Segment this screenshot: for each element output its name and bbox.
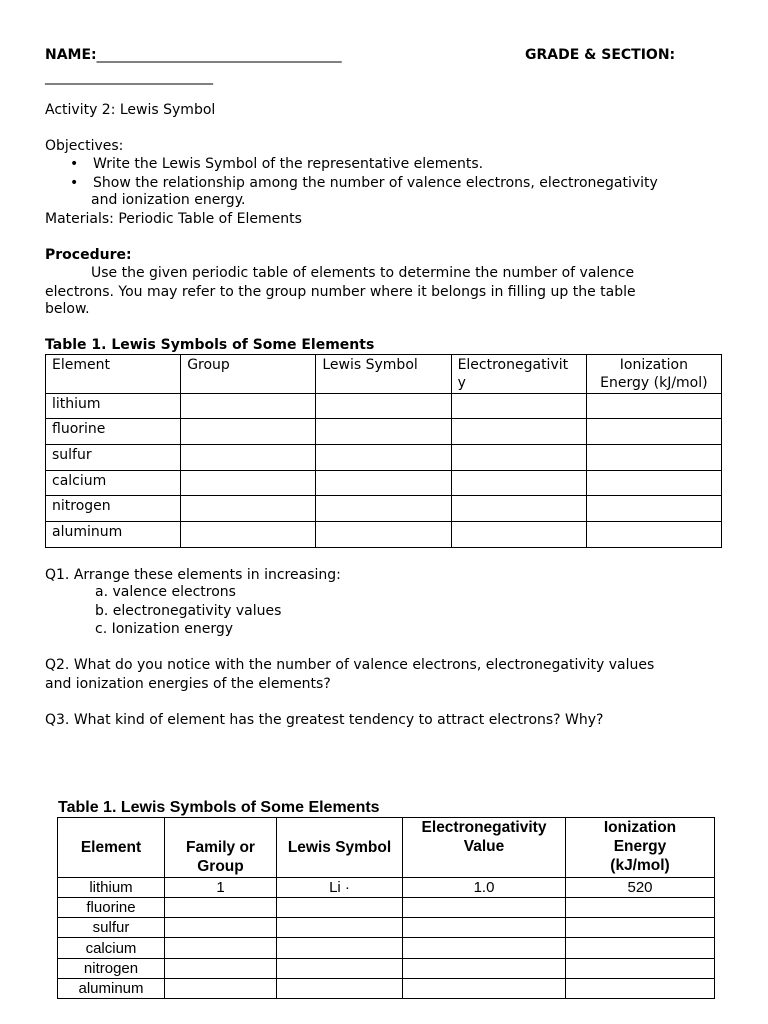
- lewis-cell: [277, 938, 403, 959]
- group-cell: [165, 898, 277, 918]
- ionization-cell[interactable]: [586, 471, 721, 496]
- lewis-cell: [277, 898, 403, 918]
- header-family-line2: Group: [197, 858, 244, 875]
- question-3: Q3. What kind of element has the greatest tendency to attract electrons? Why?: [45, 712, 604, 728]
- element-cell: sulfur: [58, 918, 165, 938]
- ionization-cell[interactable]: [586, 496, 721, 522]
- name-label: [45, 46, 342, 64]
- table-row: [58, 878, 715, 898]
- group-cell[interactable]: [181, 419, 316, 445]
- header-lewis-symbol: Lewis Symbol: [316, 355, 451, 394]
- lewis-cell[interactable]: [316, 445, 451, 471]
- header-family-group: [165, 818, 277, 878]
- header-lewis-symbol: Lewis Symbol: [277, 818, 403, 878]
- name-label-text: NAME:: [45, 47, 97, 63]
- element-cell: nitrogen: [58, 959, 165, 979]
- group-cell: 1: [165, 878, 277, 898]
- header-en-line1: Electronegativity: [421, 819, 547, 836]
- electronegativity-cell: [403, 959, 566, 979]
- element-cell: fluorine: [46, 419, 181, 445]
- lewis-cell: Li ·: [277, 878, 403, 898]
- group-cell: [165, 918, 277, 938]
- element-cell: lithium: [46, 394, 181, 419]
- ionization-cell: [566, 938, 715, 959]
- table-row: [46, 419, 722, 445]
- question-1-item: b. electronegativity values: [95, 603, 282, 619]
- element-cell: aluminum: [46, 522, 181, 548]
- table1-title: Table 1. Lewis Symbols of Some Elements: [45, 337, 375, 353]
- table-header-row: [58, 818, 715, 878]
- procedure-text: Use the given periodic table of elements to determine the number of valence: [91, 265, 635, 281]
- question-1-item: a. valence electrons: [95, 584, 236, 600]
- group-cell[interactable]: [181, 445, 316, 471]
- ionization-cell: [566, 918, 715, 938]
- ionization-cell: [566, 959, 715, 979]
- answer-key-table: [57, 817, 715, 999]
- electronegativity-cell[interactable]: [451, 471, 586, 496]
- table-header-row: [46, 355, 722, 394]
- table-row: [58, 918, 715, 938]
- table-row: [46, 496, 722, 522]
- table-row: [58, 898, 715, 918]
- electronegativity-cell: [403, 979, 566, 999]
- question-2-line1: Q2. What do you notice with the number of valence electrons, electronegativity values: [45, 657, 655, 673]
- table-row: [58, 959, 715, 979]
- header-ionization-energy: [586, 355, 721, 394]
- element-cell: nitrogen: [46, 496, 181, 522]
- grade-section-label: GRADE & SECTION:: [525, 47, 676, 63]
- question-1: Q1. Arrange these elements in increasing:: [45, 567, 341, 583]
- objective-item-continued: and ionization energy.: [91, 192, 246, 208]
- group-cell[interactable]: [181, 394, 316, 419]
- lewis-cell: [277, 918, 403, 938]
- element-cell: calcium: [58, 938, 165, 959]
- lewis-cell[interactable]: [316, 522, 451, 548]
- table-row: [46, 522, 722, 548]
- lewis-symbols-table: [45, 354, 722, 548]
- header-element: Element: [58, 818, 165, 878]
- electronegativity-cell: 1.0: [403, 878, 566, 898]
- electronegativity-cell[interactable]: [451, 522, 586, 548]
- header-ie-line1: Ionization: [603, 819, 677, 836]
- name-blank-line[interactable]: ___________________________________: [96, 47, 342, 63]
- procedure-label: Procedure:: [45, 247, 132, 263]
- group-cell[interactable]: [181, 496, 316, 522]
- group-cell: [165, 938, 277, 959]
- ionization-cell: [566, 898, 715, 918]
- group-cell: [165, 959, 277, 979]
- table-row: [46, 394, 722, 419]
- question-1-item: c. Ionization energy: [95, 621, 234, 637]
- question-2-line2: and ionization energies of the elements?: [45, 676, 331, 692]
- lewis-cell[interactable]: [316, 394, 451, 419]
- lewis-cell[interactable]: [316, 496, 451, 522]
- lewis-cell: [277, 979, 403, 999]
- element-cell: calcium: [46, 471, 181, 496]
- procedure-text: below.: [45, 301, 90, 317]
- electronegativity-cell[interactable]: [451, 419, 586, 445]
- header-ionization-line1: Ionization: [619, 357, 688, 373]
- header-electronegativity-line2: y: [457, 375, 466, 391]
- electronegativity-cell: [403, 918, 566, 938]
- element-cell: fluorine: [58, 898, 165, 918]
- materials-line: Materials: Periodic Table of Elements: [45, 211, 302, 227]
- header-family-line1: Family or: [186, 839, 255, 856]
- header-electronegativity-line1: Electronegativit: [457, 357, 569, 373]
- header-ie-line3: (kJ/mol): [610, 857, 670, 874]
- ionization-cell[interactable]: [586, 522, 721, 548]
- electronegativity-cell: [403, 898, 566, 918]
- bullet-icon: •: [70, 175, 79, 191]
- lewis-cell: [277, 959, 403, 979]
- ionization-cell[interactable]: [586, 419, 721, 445]
- element-cell: sulfur: [46, 445, 181, 471]
- objectives-label: Objectives:: [45, 138, 124, 154]
- table-row: [46, 471, 722, 496]
- header-group: Group: [181, 355, 316, 394]
- objective-item: Write the Lewis Symbol of the representative elements.: [93, 156, 484, 172]
- electronegativity-cell[interactable]: [451, 445, 586, 471]
- header-ie-line2: Energy: [613, 838, 667, 855]
- group-cell[interactable]: [181, 471, 316, 496]
- electronegativity-cell: [403, 938, 566, 959]
- electronegativity-cell[interactable]: [451, 394, 586, 419]
- element-cell: lithium: [58, 878, 165, 898]
- ionization-cell[interactable]: [586, 394, 721, 419]
- ionization-cell[interactable]: [586, 445, 721, 471]
- table2-title: Table 1. Lewis Symbols of Some Elements: [58, 799, 380, 816]
- objective-item: Show the relationship among the number of valence electrons, electronegativity: [93, 175, 658, 191]
- element-cell: aluminum: [58, 979, 165, 999]
- bullet-icon: •: [70, 156, 79, 172]
- header-electronegativity: [403, 818, 566, 878]
- header-element: Element: [46, 355, 181, 394]
- table-row: [58, 979, 715, 999]
- header-electronegativity: [451, 355, 586, 394]
- grade-section-blank-line[interactable]: ________________________: [45, 69, 213, 85]
- ionization-cell: 520: [566, 878, 715, 898]
- electronegativity-cell[interactable]: [451, 496, 586, 522]
- ionization-cell: [566, 979, 715, 999]
- header-ionization-energy: [566, 818, 715, 878]
- header-ionization-line2: Energy (kJ/mol): [600, 375, 708, 391]
- group-cell[interactable]: [181, 522, 316, 548]
- activity-title: Activity 2: Lewis Symbol: [45, 102, 216, 118]
- table-row: [46, 445, 722, 471]
- lewis-cell[interactable]: [316, 419, 451, 445]
- procedure-text: electrons. You may refer to the group number where it belongs in filling up the table: [45, 284, 636, 300]
- group-cell: [165, 979, 277, 999]
- table-row: [58, 938, 715, 959]
- lewis-cell[interactable]: [316, 471, 451, 496]
- header-en-line2: Value: [463, 838, 505, 855]
